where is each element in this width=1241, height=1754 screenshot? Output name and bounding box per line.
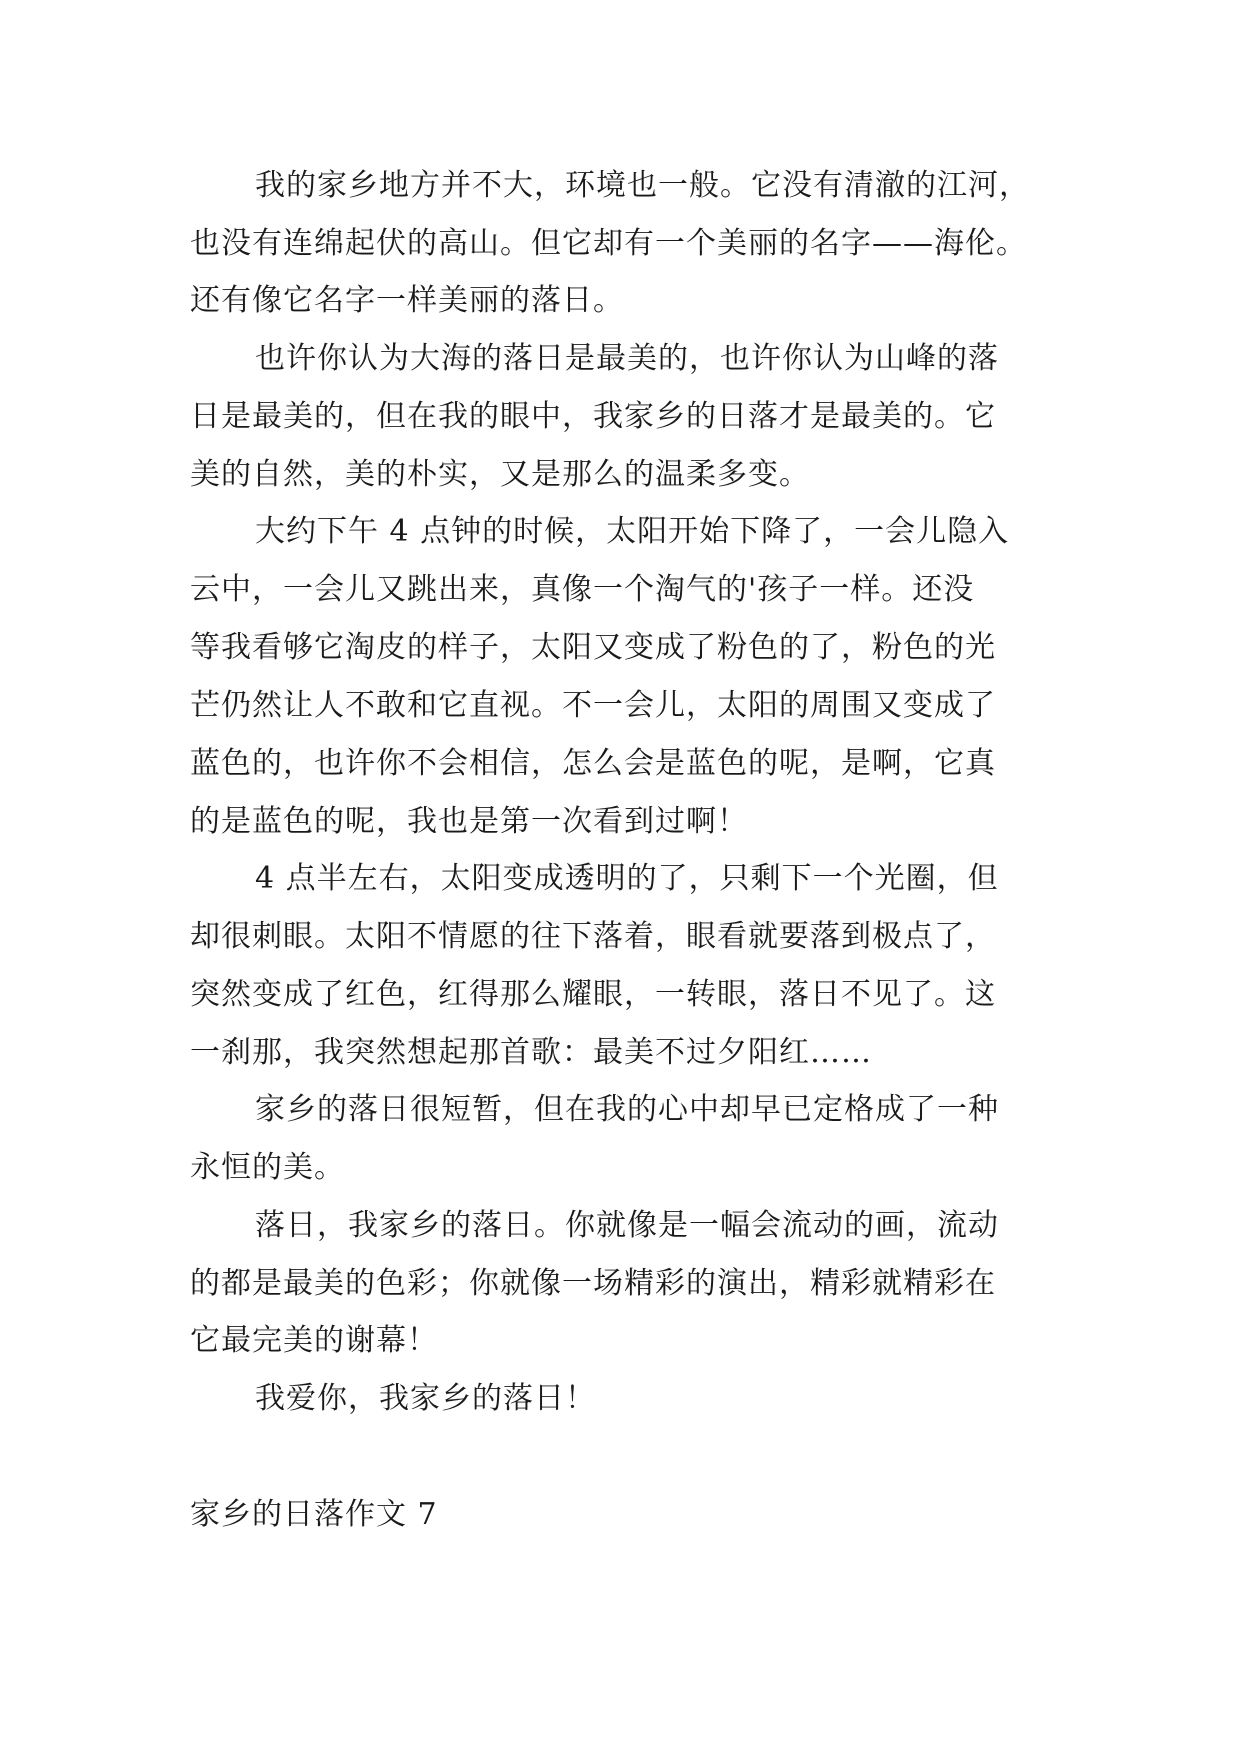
paragraph-2-line-3: 美的自然，美的朴实，又是那么的温柔多变。 xyxy=(190,457,810,492)
paragraph-2-line-2: 日是最美的，但在我的眼中，我家乡的日落才是最美的。它 xyxy=(190,399,996,434)
paragraph-1-line-2: 也没有连绵起伏的高山。但它却有一个美丽的名字——海伦。 xyxy=(190,226,1027,261)
paragraph-3-line-5: 蓝色的，也许你不会相信，怎么会是蓝色的呢，是啊，它真 xyxy=(190,746,996,781)
section-heading: 家乡的日落作文 7 xyxy=(190,1497,438,1532)
paragraph-1-line-3: 还有像它名字一样美丽的落日。 xyxy=(190,283,624,318)
paragraph-4-line-2: 却很刺眼。太阳不情愿的往下落着，眼看就要落到极点了， xyxy=(190,919,996,954)
paragraph-7-line-1: 我爱你，我家乡的落日！ xyxy=(255,1381,596,1416)
paragraph-6-line-2: 的都是最美的色彩；你就像一场精彩的演出，精彩就精彩在 xyxy=(190,1266,996,1301)
paragraph-2-line-1: 也许你认为大海的落日是最美的，也许你认为山峰的落 xyxy=(255,341,999,376)
paragraph-5-line-1: 家乡的落日很短暂，但在我的心中却早已定格成了一种 xyxy=(255,1092,999,1127)
paragraph-1-line-1: 我的家乡地方并不大，环境也一般。它没有清澈的江河， xyxy=(255,168,1030,203)
paragraph-6-line-1: 落日，我家乡的落日。你就像是一幅会流动的画，流动 xyxy=(255,1208,999,1243)
paragraph-6-line-3: 它最完美的谢幕！ xyxy=(190,1323,438,1358)
paragraph-3-line-6: 的是蓝色的呢，我也是第一次看到过啊！ xyxy=(190,804,748,839)
paragraph-3-line-1: 大约下午 4 点钟的时候，太阳开始下降了，一会儿隐入 xyxy=(255,514,1010,549)
paragraph-4-line-1: 4 点半左右，太阳变成透明的了，只剩下一个光圈，但 xyxy=(255,861,999,896)
paragraph-4-line-3: 突然变成了红色，红得那么耀眼，一转眼，落日不见了。这 xyxy=(190,977,996,1012)
paragraph-4-line-4: 一刹那，我突然想起那首歌：最美不过夕阳红…… xyxy=(190,1035,872,1070)
paragraph-3-line-4: 芒仍然让人不敢和它直视。不一会儿，太阳的周围又变成了 xyxy=(190,688,996,723)
paragraph-5-line-2: 永恒的美。 xyxy=(190,1150,345,1185)
paragraph-3-line-3: 等我看够它淘皮的样子，太阳又变成了粉色的了，粉色的光 xyxy=(190,630,996,665)
paragraph-3-line-2: 云中，一会儿又跳出来，真像一个淘气的'孩子一样。还没 xyxy=(190,572,975,607)
